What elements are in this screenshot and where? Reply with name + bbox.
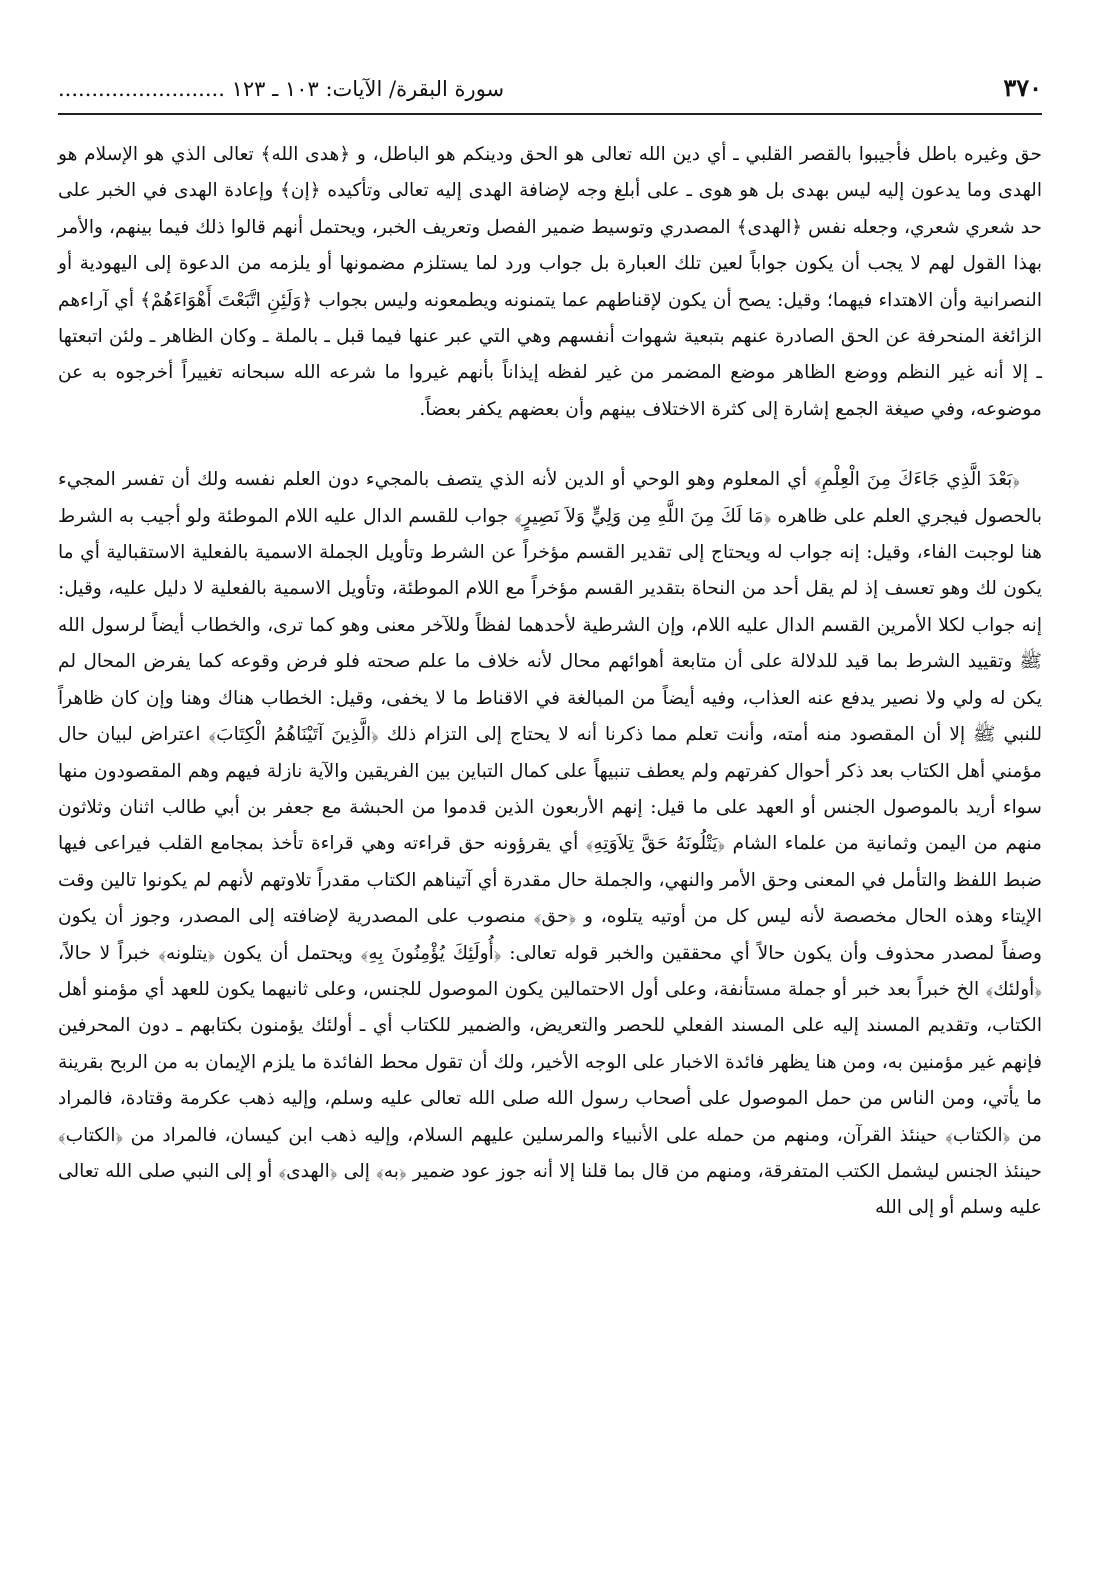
document-page bbox=[58, 72, 1042, 1554]
page-number: ٣٧٠ bbox=[1003, 73, 1042, 102]
page-header bbox=[58, 72, 1042, 115]
paragraph-2: ﴿بَعْدَ الَّذِي جَاءَكَ مِنَ الْعِلْمِ﴾ أي المعلوم وهو الوحي أو الدين لأنه الذي يتصف بالمجيء دون العلم نفسه ولك أن تفسر المجيء بالحصول فيجري العلم على ظاهره ﴿مَا لَكَ مِنَ اللَّهِ مِن وَلِيٍّ وَلاَ نَصِيرٍ﴾ جواب للقسم الدال عليه اللام الموطئة ولو أجيب به الشرط هنا لوجبت الفاء، وقيل: إنه جواب له ويحتاج إلى تقدير القسم مؤخراً عن الشرط وتأويل الجملة الاسمية بالفعلية الاستقبالية أي ما يكون لك وهو تعسف إذ لم يقل أحد من النحاة بتقدير القسم مؤخراً مع اللام الموطئة، وتأويل الاسمية بالفعلية لا دليل عليه، وقيل: إنه جواب لكلا الأمرين القسم الدال عليه اللام، وإن الشرطية لأحدهما لفظاً وللآخر معنى وهو كما ترى، والخطاب أيضاً لرسول الله ﷺ وتقييد الشرط بما قيد للدلالة على أن متابعة أهوائهم محال لأنه خلاف ما علم صحته فلو فرض وقوعه كما يفرض المحال لم يكن له ولي ولا نصير يدفع عنه العذاب، وفيه أيضاً من المبالغة في الاقناط ما لا يخفى، وقيل: الخطاب هناك وهنا وإن كان ظاهراً للنبي ﷺ إلا أن المقصود منه أمته، وأنت تعلم مما ذكرنا أنه لا يحتاج إلى التزام ذلك ﴿الَّذِينَ آتَيْنَاهُمُ الْكِتَابَ﴾ اعتراض لبيان حال مؤمني أهل الكتاب بعد ذكر أحوال كفرتهم ولم يعطف تنبيهاً على كمال التباين بين الفريقين والآية نازلة فيهم وهم المقصودون منها سواء أريد بالموصول الجنس أو العهد على ما قيل: إنهم الأربعون الذين قدموا من الحبشة مع جعفر بن أبي طالب اثنان وثلاثون منهم من اليمن وثمانية من علماء الشام ﴿يَتْلُونَهُ حَقَّ تِلاَوَتِهِ﴾ أي يقرؤونه حق قراءته وهي قراءة تأخذ بمجامع القلب فيراعى فيها ضبط اللفظ والتأمل في المعنى وحق الأمر والنهي، والجملة حال مقدرة أي آتيناهم الكتاب مقدراً تلاوتهم لأنهم لم يكونوا تالين وقت الإيتاء وهذه الحال مخصصة لأنه ليس كل من أوتيه يتلوه، و ﴿حق﴾ منصوب على المصدرية لإضافته إلى المصدر، وجوز أن يكون وصفاً لمصدر محذوف وأن يكون حالاً أي محققين والخبر قوله تعالى: ﴿أُولَئِكَ يُؤْمِنُونَ بِهِ﴾ ويحتمل أن يكون ﴿يتلونه﴾ خبراً لا حالاً، ﴿أولئك﴾ الخ خبراً بعد خبر أو جملة مستأنفة، وعلى أول الاحتمالين يكون الموصول للجنس، وعلى ثانيهما يكون للعهد أي مؤمنو أهل الكتاب، وتقديم المسند إليه على المسند الفعلي للحصر والتعريض، والضمير للكتاب أي ـ أولئك يؤمنون بكتابهم ـ دون المحرفين فإنهم غير مؤمنين به، ومن هنا يظهر فائدة الاخبار على الوجه الأخير، ولك أن تقول محط الفائدة ما يلزم الإيمان به من الربح بقرينة ما يأتي، ومن الناس من حمل الموصول على أصحاب رسول الله صلى الله تعالى عليه وسلم، وإليه ذهب عكرمة وقتادة، فالمراد من ﴿الكتاب﴾ حينئذ القرآن، ومنهم من حمله على الأنبياء والمرسلين عليهم السلام، وإليه ذهب ابن كيسان، فالمراد من ﴿الكتاب﴾ حينئذ الجنس ليشمل الكتب المتفرقة، ومنهم من قال بما قلنا إلا أنه جوز عود ضمير ﴿به﴾ إلى ﴿الهدى﴾ أو إلى النبي صلى الله تعالى عليه وسلم أو إلى الله bbox=[58, 469, 1042, 1219]
paragraph-1: حق وغيره باطل فأجيبوا بالقصر القلبي ـ أي دين الله تعالى هو الحق ودينكم هو الباطل، و ﴿هدى الله﴾ تعالى الذي هو الإسلام هو الهدى وما يدعون إليه ليس بهدى بل هو هوى ـ على أبلغ وجه لإضافة الهدى إليه تعالى وتأكيده ﴿إن﴾ وإعادة الهدى في الخبر على حد شعري شعري، وجعله نفس ﴿الهدى﴾ المصدري وتوسيط ضمير الفصل وتعريف الخبر، ويحتمل أنهم قالوا ذلك فيما بينهم، والأمر بهذا القول لهم لا يجب أن يكون جواباً لعين تلك العبارة بل جواب ورد لما يستلزم مضمونها أو يلزمه من الدعوة إلى اليهودية أو النصرانية وأن الاهتداء فيهما؛ وقيل: يصح أن يكون لإقناطهم عما يتمنونه ويطمعونه وليس بجواب ﴿وَلَئِنِ اتَّبَعْتَ أَهْوَاءَهُمْ﴾ أي آراءهم الزائغة المنحرفة عن الحق الصادرة عنهم بتبعية شهوات أنفسهم وهي التي عبر عنها فيما قبل ـ بالملة ـ وكان الظاهر ـ ولئن اتبعتها ـ إلا أنه غير النظم ووضع الظاهر موضع المضمر من غير لفظه إيذاناً بأنهم غيروا ما شرعه الله سبحانه تغييراً أخرجوه به عن موضوعه، وفي صيغة الجمع إشارة إلى كثرة الاختلاف بينهم وأن بعضهم يكفر بعضاً. bbox=[58, 144, 1042, 420]
running-title: سورة البقرة/ الآيات: ١٠٣ ـ ١٢٣ ......................... bbox=[58, 77, 505, 101]
